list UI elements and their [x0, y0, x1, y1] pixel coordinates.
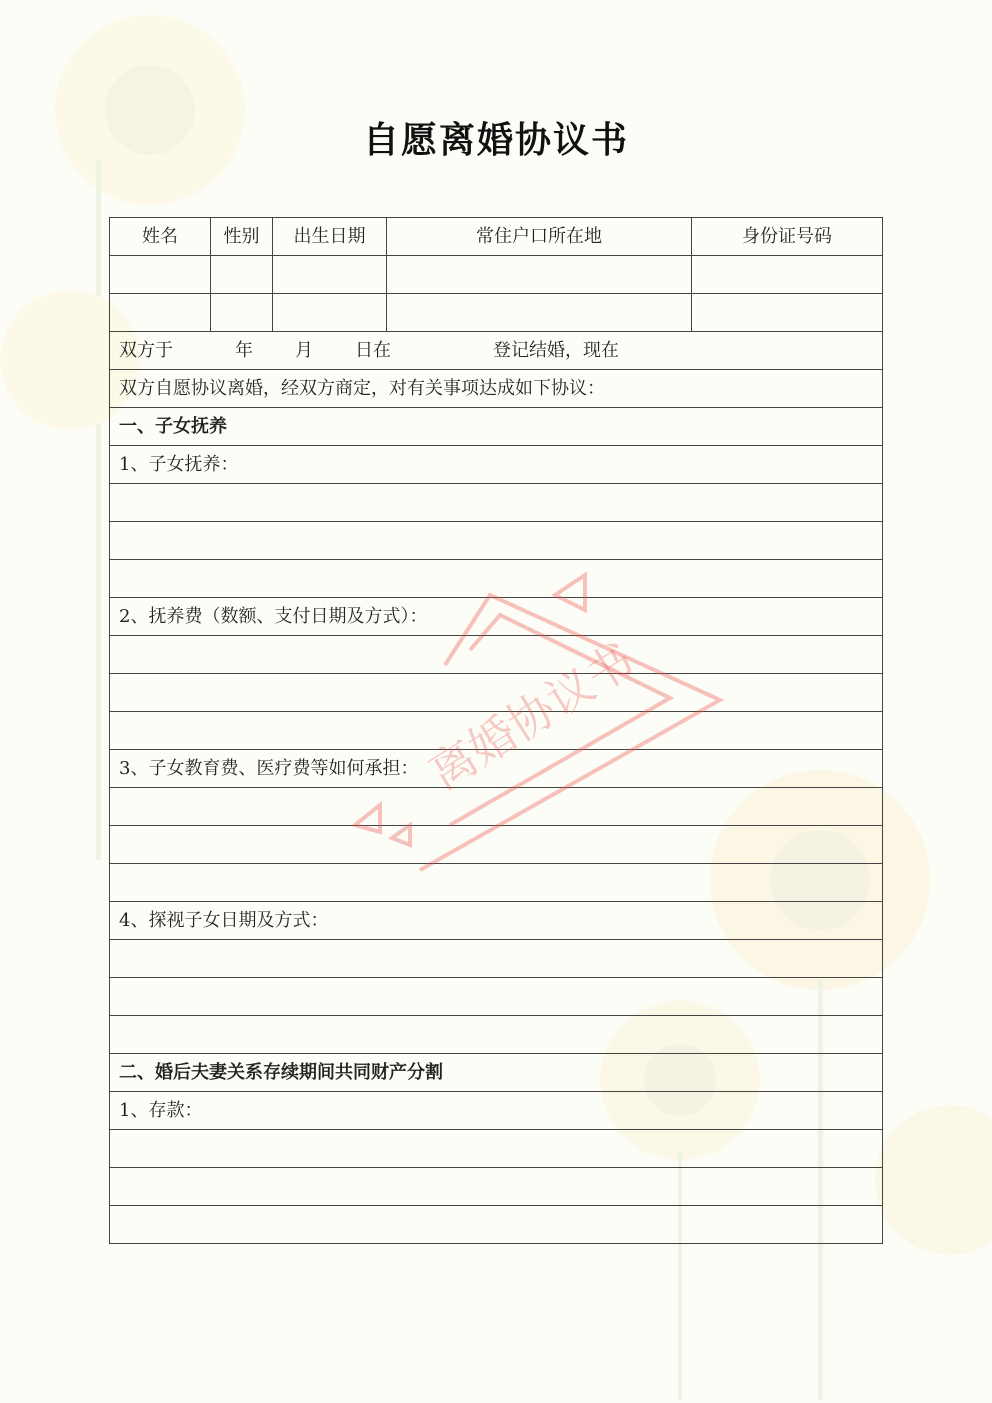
header-row	[110, 218, 883, 256]
blank-row	[110, 560, 883, 598]
section-heading-children: 一、子女抚养	[110, 408, 883, 446]
input-cell[interactable]	[692, 256, 883, 294]
blank-line[interactable]	[110, 788, 883, 826]
input-cell[interactable]	[387, 256, 692, 294]
col-gender: 性别	[211, 218, 273, 256]
input-cell[interactable]	[211, 256, 273, 294]
intro-row	[110, 370, 883, 408]
section-heading-row	[110, 408, 883, 446]
party-row	[110, 294, 883, 332]
item-row	[110, 446, 883, 484]
blank-line[interactable]	[110, 864, 883, 902]
blank-line[interactable]	[110, 522, 883, 560]
blank-row	[110, 940, 883, 978]
blank-row	[110, 864, 883, 902]
blank-row	[110, 1168, 883, 1206]
agreement-form-table	[109, 217, 883, 1244]
input-cell[interactable]	[273, 256, 387, 294]
input-cell[interactable]	[110, 294, 211, 332]
blank-line[interactable]	[110, 978, 883, 1016]
item-label: 2、抚养费（数额、支付日期及方式）：	[110, 598, 883, 636]
input-cell[interactable]	[692, 294, 883, 332]
blank-line[interactable]	[110, 826, 883, 864]
marriage-p5: 登记结婚，现在	[493, 340, 619, 361]
input-cell[interactable]	[211, 294, 273, 332]
party-row	[110, 256, 883, 294]
blank-row	[110, 522, 883, 560]
marriage-p2: 年	[235, 340, 253, 361]
section-heading-property: 二、婚后夫妻关系存续期间共同财产分割	[110, 1054, 883, 1092]
blank-row	[110, 1016, 883, 1054]
item-row	[110, 1092, 883, 1130]
marriage-row	[110, 332, 883, 370]
item-row	[110, 598, 883, 636]
blank-line[interactable]	[110, 940, 883, 978]
blank-row	[110, 788, 883, 826]
blank-row	[110, 712, 883, 750]
input-cell[interactable]	[387, 294, 692, 332]
marriage-line[interactable]	[110, 332, 883, 370]
blank-line[interactable]	[110, 674, 883, 712]
intro-text: 双方自愿协议离婚，经双方商定，对有关事项达成如下协议：	[110, 370, 883, 408]
section-heading-row	[110, 1054, 883, 1092]
col-residence: 常住户口所在地	[387, 218, 692, 256]
item-label: 1、子女抚养：	[110, 446, 883, 484]
item-row	[110, 902, 883, 940]
col-name: 姓名	[110, 218, 211, 256]
blank-line[interactable]	[110, 484, 883, 522]
blank-row	[110, 826, 883, 864]
marriage-p4: 日在	[355, 340, 391, 361]
blank-line[interactable]	[110, 1168, 883, 1206]
item-row	[110, 750, 883, 788]
item-label: 3、子女教育费、医疗费等如何承担：	[110, 750, 883, 788]
item-label: 1、存款：	[110, 1092, 883, 1130]
watermark-text: 离婚协议书	[419, 632, 644, 801]
blank-line[interactable]	[110, 636, 883, 674]
blank-line[interactable]	[110, 1206, 883, 1244]
blank-line[interactable]	[110, 1130, 883, 1168]
col-id-number: 身份证号码	[692, 218, 883, 256]
blank-row	[110, 484, 883, 522]
blank-row	[110, 1130, 883, 1168]
blank-row	[110, 978, 883, 1016]
blank-line[interactable]	[110, 1016, 883, 1054]
col-birth-date: 出生日期	[273, 218, 387, 256]
input-cell[interactable]	[273, 294, 387, 332]
blank-row	[110, 674, 883, 712]
marriage-p3: 月	[295, 340, 313, 361]
input-cell[interactable]	[110, 256, 211, 294]
blank-line[interactable]	[110, 712, 883, 750]
marriage-p1: 双方于	[119, 340, 173, 361]
blank-row	[110, 1206, 883, 1244]
item-label: 4、探视子女日期及方式：	[110, 902, 883, 940]
blank-line[interactable]	[110, 560, 883, 598]
blank-row	[110, 636, 883, 674]
page-title: 自愿离婚协议书	[362, 120, 629, 161]
